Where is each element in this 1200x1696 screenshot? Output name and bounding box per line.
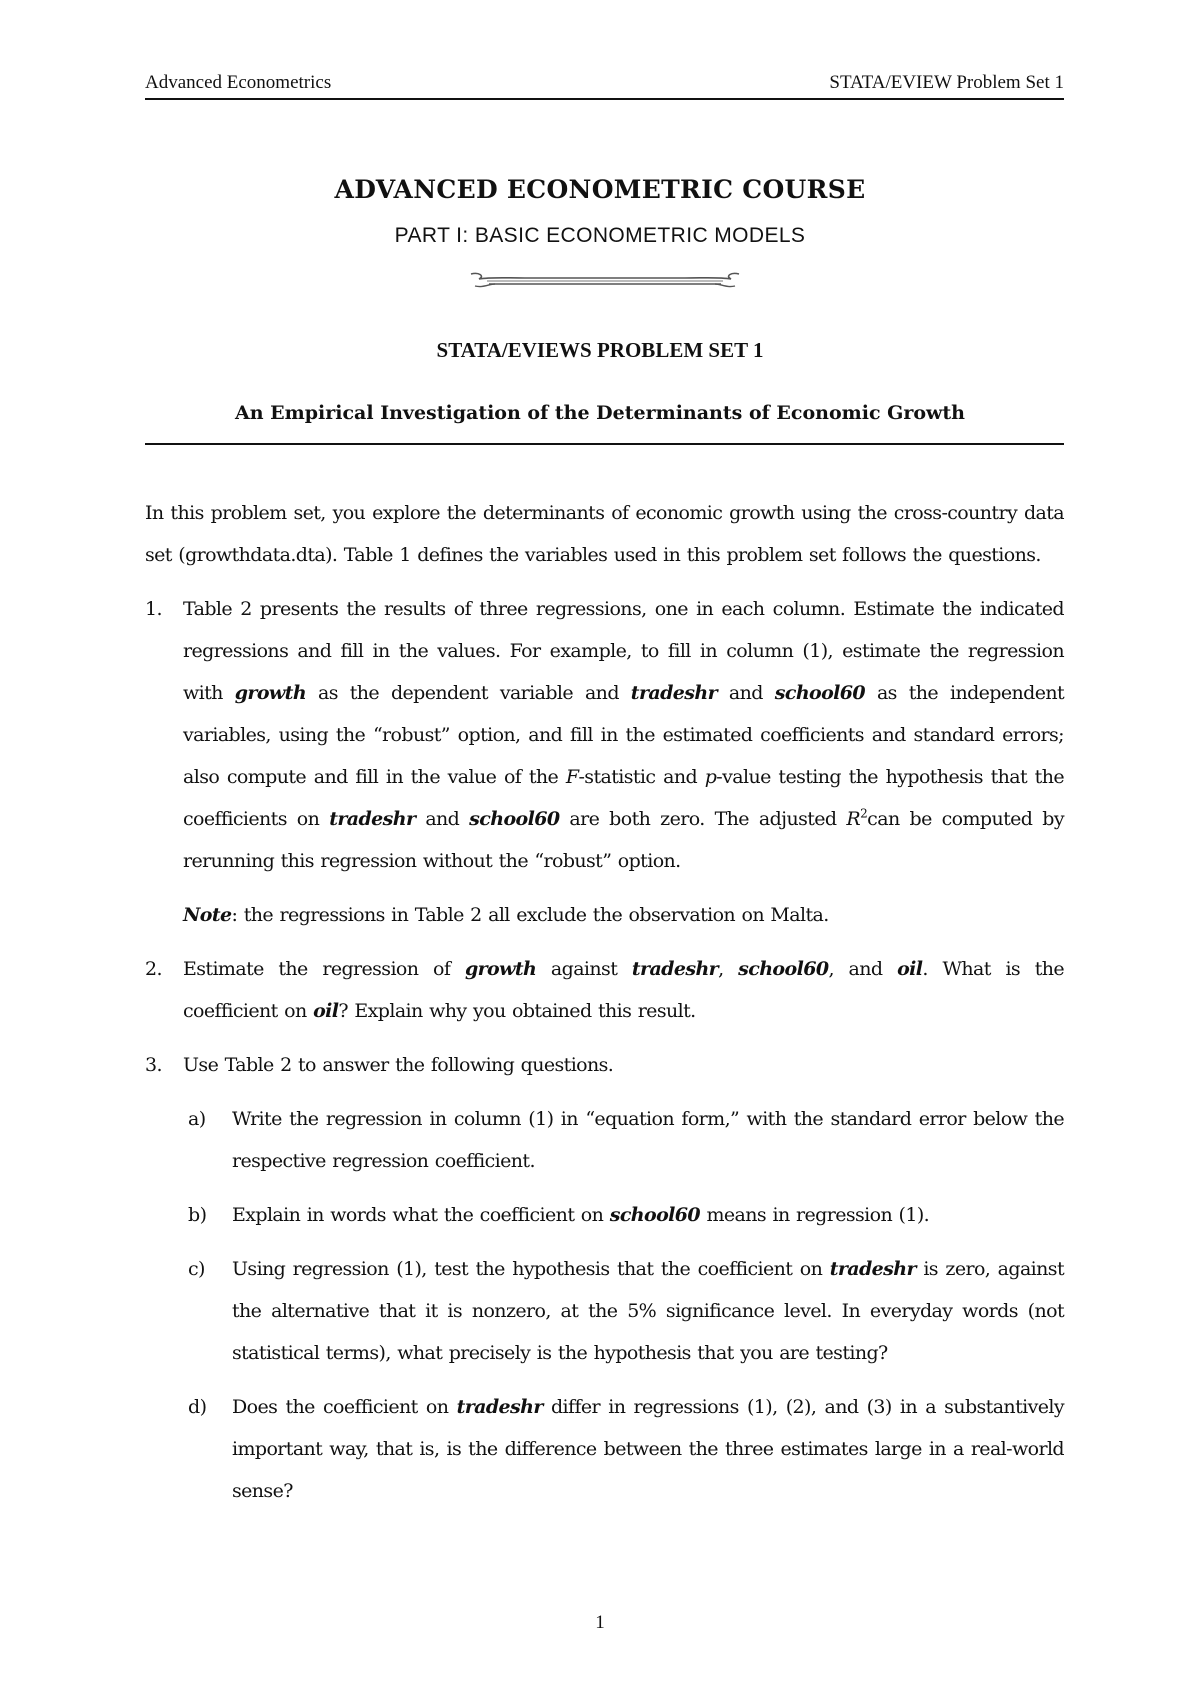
title-divider — [145, 443, 1064, 445]
header-problem-set-name: STATA/EVIEW Problem Set 1 — [829, 72, 1064, 93]
subquestion-text: Does the coefficient on — [232, 1396, 457, 1418]
note-paragraph — [145, 894, 1064, 936]
note-text: : the regressions in Table 2 all exclude the observation on Malta. — [231, 904, 829, 926]
problem-set-title: STATA/EVIEWS PROBLEM SET 1 — [436, 338, 764, 362]
question-3a — [145, 1098, 1064, 1182]
question-3b — [145, 1194, 1064, 1236]
question-text: are both zero. The adjusted — [559, 808, 847, 830]
decorative-divider-icon — [465, 268, 745, 292]
question-text: and — [717, 682, 775, 704]
question-number: 1. — [145, 598, 162, 620]
question-2 — [145, 948, 1064, 1032]
subquestion-text: Write the regression in column (1) in “equation form,” with the standard error below the respective regression coefficient. — [232, 1108, 1064, 1172]
statistic-symbol: F — [565, 766, 579, 788]
variable-name: oil — [897, 958, 923, 980]
question-1 — [145, 588, 1064, 882]
question-3d — [145, 1386, 1064, 1512]
variable-name: tradeshr — [631, 958, 719, 980]
question-text: Estimate the regression of — [183, 958, 465, 980]
variable-name: tradeshr — [829, 1258, 916, 1280]
question-text: against — [536, 958, 632, 980]
variable-name: tradeshr — [456, 1396, 543, 1418]
question-text: ? Explain why you obtained this result. — [338, 1000, 696, 1022]
header-course-name: Advanced Econometrics — [145, 72, 332, 93]
question-text: , — [718, 958, 739, 980]
subquestion-label: a) — [188, 1108, 206, 1130]
running-header — [145, 72, 1064, 100]
question-text: -value testing the hypothesis that the coefficients on — [183, 766, 1064, 830]
question-number: 3. — [145, 1054, 162, 1076]
intro-paragraph: In this problem set, you explore the determinants of economic growth using the cross-country data set (growthdata.dta). Table 1 defines the variables used in this problem set follows the questions. — [145, 502, 1064, 566]
variable-name: school60 — [738, 958, 829, 980]
problem-set-subtitle: An Empirical Investigation of the Determinants of Economic Growth — [235, 402, 965, 424]
variable-name: growth — [234, 682, 307, 704]
question-text: as the independent variables, using the “robust” option, and fill in the estimated coefficients and standard errors; also compute and fill in the value of the — [183, 682, 1065, 788]
document-title: ADVANCED ECONOMETRIC COURSE — [334, 175, 866, 204]
variable-name: tradeshr — [329, 808, 416, 830]
statistic-symbol: R — [846, 808, 861, 830]
document-subtitle: PART I: BASIC ECONOMETRIC MODELS — [394, 224, 806, 247]
subquestion-text: is zero, against the alternative that it is nonzero, at the 5% significance level. In everyday words (not statistical terms), what precisely is the hypothesis that you are testing? — [232, 1258, 1064, 1364]
question-text: -statistic and — [578, 766, 705, 788]
question-text: and — [415, 808, 470, 830]
subquestion-text: Using regression (1), test the hypothesis that the coefficient on — [232, 1258, 830, 1280]
variable-name: school60 — [774, 682, 866, 704]
subquestion-text: means in regression (1). — [700, 1204, 930, 1226]
variable-name: school60 — [609, 1204, 701, 1226]
variable-name: oil — [313, 1000, 339, 1022]
subquestion-label: d) — [188, 1396, 207, 1418]
question-text: Use Table 2 to answer the following questions. — [183, 1054, 614, 1076]
page-number: 1 — [595, 1612, 605, 1633]
question-number: 2. — [145, 958, 162, 980]
subquestion-label: c) — [188, 1258, 205, 1280]
document-body — [145, 492, 1064, 1524]
variable-name: growth — [464, 958, 537, 980]
question-text: . What is the coefficient on — [183, 958, 1065, 1022]
question-text: as the dependent variable and — [306, 682, 631, 704]
subquestion-text: differ in regressions (1), (2), and (3) in a substantively important way, that is, is the difference between the three estimates large in a real-world sense? — [232, 1396, 1064, 1502]
question-3c — [145, 1248, 1064, 1374]
note-label: Note — [183, 904, 232, 926]
variable-name: school60 — [469, 808, 560, 830]
subquestion-text: Explain in words what the coefficient on — [232, 1204, 610, 1226]
superscript: 2 — [860, 806, 868, 821]
question-3 — [145, 1044, 1064, 1086]
subquestion-label: b) — [188, 1204, 207, 1226]
variable-name: tradeshr — [630, 682, 717, 704]
question-text: can be computed by rerunning this regression without the “robust” option. — [183, 808, 1064, 872]
question-text: , and — [828, 958, 898, 980]
statistic-symbol: p — [704, 766, 717, 788]
question-text: Table 2 presents the results of three regressions, one in each column. Estimate the indicated regressions and fill in the values. For example, to fill in column (1), estimate the regression with — [183, 598, 1064, 704]
